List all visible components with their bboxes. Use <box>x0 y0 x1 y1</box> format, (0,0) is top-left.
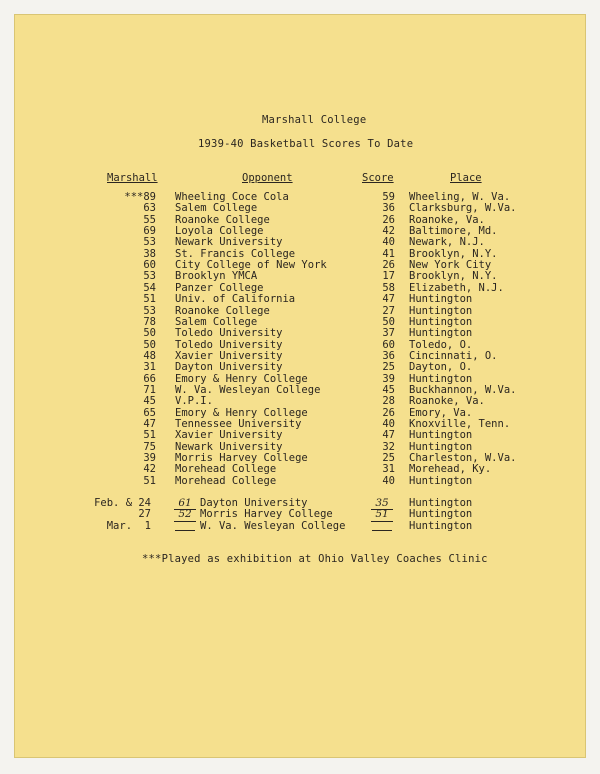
game-place: Huntington <box>409 497 473 509</box>
opponent-name: Dayton University <box>175 361 283 374</box>
table-row <box>14 226 586 237</box>
opponent-name: Morris Harvey College <box>175 452 308 465</box>
page-title: Marshall College <box>262 114 367 126</box>
opponent-score: 31 <box>382 463 395 476</box>
opponent-score: 26 <box>382 213 395 226</box>
game-place: Clarksburg, W.Va. <box>409 202 517 215</box>
opponent-name: Toledo University <box>175 338 283 351</box>
opponent-score: 17 <box>382 270 395 283</box>
opponent-score: 40 <box>382 418 395 430</box>
marshall-score: 51 <box>143 429 156 442</box>
opponent-name: Salem College <box>175 315 258 328</box>
game-place: New York City <box>409 259 492 272</box>
document-page <box>14 14 586 758</box>
marshall-score: 31 <box>143 361 156 374</box>
game-place: Toledo, O. <box>409 338 473 351</box>
opponent-score: 27 <box>382 304 395 317</box>
opponent-name: Brooklyn YMCA <box>175 270 258 283</box>
game-place: Brooklyn, N.Y. <box>409 247 498 260</box>
game-place: Roanoke, Va. <box>409 395 485 408</box>
opponent-name: Roanoke College <box>175 304 270 317</box>
marshall-score: 42 <box>143 463 156 476</box>
marshall-score: 51 <box>143 474 156 487</box>
table-row <box>14 453 586 464</box>
game-place: Huntington <box>409 315 473 328</box>
opponent-score: 58 <box>382 281 395 294</box>
marshall-score: 52 <box>174 509 196 521</box>
marshall-score: 54 <box>143 281 156 294</box>
marshall-score: 71 <box>143 383 156 396</box>
game-place: Huntington <box>409 440 473 453</box>
opponent-score: 50 <box>382 315 395 328</box>
marshall-score: 53 <box>143 270 156 283</box>
game-place: Cincinnati, O. <box>409 349 498 362</box>
game-place: Huntington <box>409 429 473 442</box>
game-place: Charleston, W.Va. <box>409 452 517 465</box>
marshall-score: 38 <box>143 247 156 260</box>
table-row <box>14 283 586 294</box>
game-place: Emory, Va. <box>409 406 473 419</box>
table-row <box>14 464 586 475</box>
opponent-name: Panzer College <box>175 281 264 294</box>
opponent-name: St. Francis College <box>175 247 296 260</box>
opponent-score: 51 <box>371 509 393 521</box>
table-row <box>14 476 586 487</box>
game-date: 27 <box>138 508 151 521</box>
opponent-name: Wheeling Coce Cola <box>175 191 289 203</box>
opponent-name: W. Va. Wesleyan College <box>200 519 346 532</box>
marshall-score: 78 <box>143 315 156 328</box>
marshall-score: 48 <box>143 349 156 362</box>
opponent-score: 45 <box>382 383 395 396</box>
opponent-score: 28 <box>382 395 395 408</box>
game-place: Huntington <box>409 293 473 306</box>
marshall-score: 51 <box>143 293 156 306</box>
opponent-score: 60 <box>382 338 395 351</box>
opponent-score: 59 <box>382 191 395 203</box>
game-place: Morehead, Ky. <box>409 463 492 476</box>
game-place: Wheeling, W. Va. <box>409 191 511 203</box>
opponent-score-blank-line <box>372 521 392 531</box>
opponent-score: 26 <box>382 406 395 419</box>
marshall-score: 50 <box>143 327 156 340</box>
game-place: Newark, N.J. <box>409 236 485 249</box>
game-place: Huntington <box>409 519 473 532</box>
opponent-score: 36 <box>382 202 395 215</box>
game-place: Roanoke, Va. <box>409 213 485 226</box>
marshall-score: 69 <box>143 225 156 238</box>
marshall-score: 50 <box>143 338 156 351</box>
opponent-name: Morehead College <box>175 474 277 487</box>
marshall-score: 66 <box>143 372 156 385</box>
game-place: Buckhannon, W.Va. <box>409 383 517 396</box>
table-row <box>14 362 586 373</box>
opponent-score: 39 <box>382 372 395 385</box>
opponent-name: Univ. of California <box>175 293 296 306</box>
opponent-name: Newark University <box>175 440 283 453</box>
marshall-score: 53 <box>143 236 156 249</box>
table-row <box>14 294 586 305</box>
marshall-score <box>174 521 196 534</box>
marshall-score: 65 <box>143 406 156 419</box>
game-date: Feb. & 24 <box>94 497 151 509</box>
opponent-name: Emory & Henry College <box>175 406 308 419</box>
marshall-score: 55 <box>143 213 156 226</box>
marshall-score-blank-line <box>175 521 195 531</box>
opponent-score: 47 <box>382 293 395 306</box>
opponent-name: Dayton University <box>200 497 308 509</box>
opponent-score: 35 <box>371 498 393 510</box>
game-place: Baltimore, Md. <box>409 225 498 238</box>
table-row <box>14 237 586 248</box>
opponent-name: Salem College <box>175 202 258 215</box>
game-place: Brooklyn, N.Y. <box>409 270 498 283</box>
game-place: Knoxville, Tenn. <box>409 418 511 430</box>
table-row <box>14 215 586 226</box>
opponent-name: Xavier University <box>175 349 283 362</box>
opponent-score: 26 <box>382 259 395 272</box>
table-row <box>14 203 586 214</box>
marshall-score: 39 <box>143 452 156 465</box>
footnote: ***Played as exhibition at Ohio Valley Coaches Clinic <box>142 553 488 565</box>
table-row <box>14 340 586 351</box>
opponent-name: Morris Harvey College <box>200 508 333 521</box>
game-place: Dayton, O. <box>409 361 473 374</box>
table-row <box>14 430 586 441</box>
opponent-name: Emory & Henry College <box>175 372 308 385</box>
header-opponent: Opponent <box>242 172 293 184</box>
game-place: Huntington <box>409 304 473 317</box>
opponent-score: 25 <box>382 361 395 374</box>
opponent-score: 32 <box>382 440 395 453</box>
table-row <box>14 396 586 407</box>
opponent-score: 40 <box>382 474 395 487</box>
table-row <box>14 385 586 396</box>
game-place: Huntington <box>409 327 473 340</box>
opponent-score: 42 <box>382 225 395 238</box>
opponent-name: Tennessee University <box>175 418 302 430</box>
table-row <box>14 317 586 328</box>
opponent-name: Morehead College <box>175 463 277 476</box>
table-row <box>14 306 586 317</box>
game-place: Huntington <box>409 508 473 521</box>
opponent-name: Newark University <box>175 236 283 249</box>
marshall-score: 60 <box>143 259 156 272</box>
table-row <box>14 351 586 362</box>
opponent-name: Loyola College <box>175 225 264 238</box>
opponent-score: 37 <box>382 327 395 340</box>
opponent-name: City College of New York <box>175 259 327 272</box>
marshall-score: 75 <box>143 440 156 453</box>
table-row <box>14 419 586 430</box>
game-date: Mar. 1 <box>106 519 151 532</box>
game-place: Elizabeth, N.J. <box>409 281 504 294</box>
game-place: Huntington <box>409 474 473 487</box>
opponent-name: Xavier University <box>175 429 283 442</box>
page-subtitle: 1939-40 Basketball Scores To Date <box>198 138 414 150</box>
table-row <box>14 328 586 339</box>
marshall-score: 61 <box>174 498 196 510</box>
opponent-score: 47 <box>382 429 395 442</box>
game-place: Huntington <box>409 372 473 385</box>
marshall-score: 53 <box>143 304 156 317</box>
opponent-score: 36 <box>382 349 395 362</box>
opponent-score: 41 <box>382 247 395 260</box>
marshall-score: ***89 <box>124 191 156 203</box>
opponent-score <box>371 521 393 534</box>
upcoming-row <box>14 521 586 532</box>
table-row <box>14 260 586 271</box>
marshall-score: 45 <box>143 395 156 408</box>
opponent-name: V.P.I. <box>175 395 213 408</box>
opponent-name: Toledo University <box>175 327 283 340</box>
marshall-score: 47 <box>143 418 156 430</box>
opponent-score: 40 <box>382 236 395 249</box>
header-marshall: Marshall <box>107 172 158 184</box>
opponent-name: W. Va. Wesleyan College <box>175 383 321 396</box>
header-place: Place <box>450 172 482 184</box>
opponent-score: 25 <box>382 452 395 465</box>
marshall-score: 63 <box>143 202 156 215</box>
header-score: Score <box>362 172 394 184</box>
opponent-name: Roanoke College <box>175 213 270 226</box>
